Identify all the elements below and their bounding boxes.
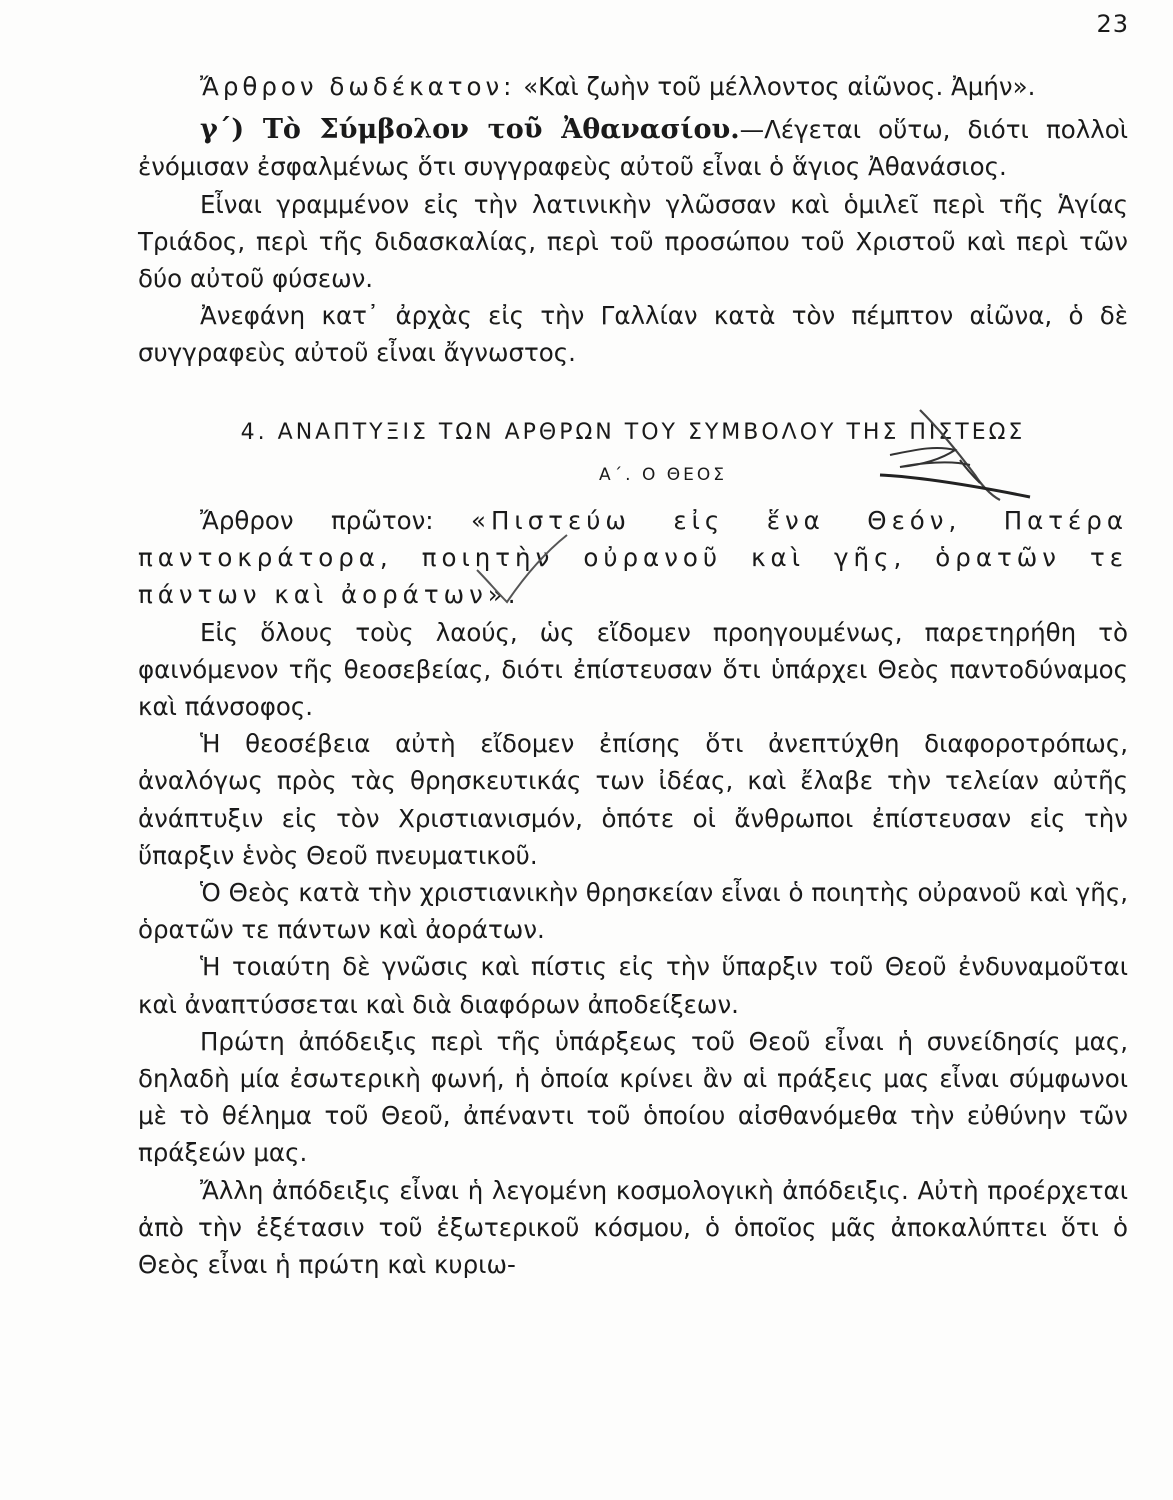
paragraph-article-one bbox=[138, 502, 1128, 614]
article-twelve-lead: Ἄρθρον δωδέκατον: bbox=[200, 72, 516, 101]
paragraph-first-proof: Πρώτη ἀπόδειξις περὶ τῆς ὑπάρξεως τοῦ Θεοῦ εἶναι ἡ συνείδησίς μας, δηλαδὴ μία ἐσωτερικὴ φωνή, ἡ ὁποία κρίνει ἂν αἱ πράξεις μας εἶναι σύμφωνοι μὲ τὸ θέλημα τοῦ Θεοῦ, ἀπέναντι τοῦ ὁποίου αἰσθανόμεθα τὴν εὐθύνην τῶν πράξεών μας. bbox=[138, 1026, 1128, 1168]
paragraph-knowledge-faith: Ἡ τοιαύτη δὲ γνῶσις καὶ πίστις εἰς τὴν ὕπαρξιν τοῦ Θεοῦ ἐνδυναμοῦται καὶ ἀναπτύσσεται καὶ διὰ διαφόρων ἀποδείξεων. bbox=[138, 952, 1128, 1019]
paragraph-god-creator: Ὁ Θεὸς κατὰ τὴν χριστιανικὴν θρησκείαν εἶναι ὁ ποιητὴς οὐρανοῦ καὶ γῆς, ὁρατῶν τε πάντων καὶ ἀοράτων. bbox=[138, 878, 1128, 945]
athanasian-creed-heading: γ΄) Τὸ Σύμβολον τοῦ Ἀθανασίου. bbox=[200, 114, 740, 146]
article-twelve-text: «Καὶ ζωὴν τοῦ μέλλοντος αἰῶνος. Ἀμήν». bbox=[515, 72, 1036, 101]
paragraph-appeared-gaul: Ἀνεφάνη κατ᾽ ἀρχὰς εἰς τὴν Γαλλίαν κατὰ τὸν πέμπτον αἰῶνα, ὁ δὲ συγγραφεὺς αὐτοῦ εἶναι ἄγνωστος. bbox=[138, 301, 1128, 368]
paragraph-athanasian-creed bbox=[138, 111, 1128, 185]
page-number: 23 bbox=[1096, 10, 1129, 38]
article-one-lead: Ἄρθρον πρῶτον: bbox=[200, 506, 472, 536]
paragraph-article-twelve bbox=[138, 68, 1128, 105]
paragraph-written-latin: Εἶναι γραμμένον εἰς τὴν λατινικὴν γλῶσσαν καὶ ὁμιλεῖ περὶ τῆς Ἁγίας Τριάδος, περὶ τῆς διδασκαλίας, περὶ τοῦ προσώπου τοῦ Χριστοῦ καὶ περὶ τῶν δύο αὐτοῦ φύσεων. bbox=[138, 189, 1128, 294]
article-one-quote: «Πιστεύω εἰς ἕνα Θεόν, Πατέρα παντοκράτορα, ποιητὴν οὐρανοῦ καὶ γῆς, ὁρατῶν τε πάντων καὶ ἀοράτων». bbox=[138, 506, 1128, 610]
paragraph-piety-developed: Ἡ θεοσέβεια αὐτὴ εἴδομεν ἐπίσης ὅτι ἀνεπτύχθη διαφοροτρόπως, ἀναλόγως πρὸς τὰς θρησκευτικάς των ἰδέας, καὶ ἔλαβε τὴν τελείαν αὐτῆς ἀνάπτυξιν εἰς τὸν Χριστιανισμόν, ὁπότε οἱ ἄνθρωποι ἐπίστευσαν εἰς τὴν ὕπαρξιν ἑνὸς Θεοῦ πνευματικοῦ. bbox=[138, 729, 1128, 870]
sub-heading: Α΄. Ο ΘΕΟΣ bbox=[599, 464, 727, 485]
page-body bbox=[138, 68, 1128, 1283]
paragraph-all-peoples: Εἰς ὅλους τοὺς λαούς, ὡς εἴδομεν προηγουμένως, παρετηρήθη τὸ φαινόμενον τῆς θεοσεβείας, διότι ἐπίστευσαν ὅτι ὑπάρχει Θεὸς παντοδύναμος καὶ πάνσοφος. bbox=[138, 617, 1128, 722]
section-heading: 4. ΑΝΑΠΤΥΞΙΣ ΤΩΝ ΑΡΘΡΩΝ ΤΟΥ ΣΥΜΒΟΛΟΥ ΤΗΣ ΠΙΣΤΕΩΣ bbox=[240, 419, 1026, 445]
athanasian-creed-text: —Λέγεται οὕτω, διότι πολλοὶ ἐνόμισαν ἐσφαλμένως ὅτι συγγραφεὺς αὐτοῦ εἶναι ὁ ἅγιος Ἀθανάσιος. bbox=[138, 115, 1128, 182]
paragraph-cosmological-proof: Ἄλλη ἀπόδειξις εἶναι ἡ λεγομένη κοσμολογικὴ ἀπόδειξις. Αὐτὴ προέρχεται ἀπὸ τὴν ἐξέτασιν τοῦ ἐξωτερικοῦ κόσμου, ὁ ὁποῖος μᾶς ἀποκαλύπτει ὅτι ὁ Θεὸς εἶναι ἡ πρώτη καὶ κυριω- bbox=[138, 1175, 1128, 1280]
